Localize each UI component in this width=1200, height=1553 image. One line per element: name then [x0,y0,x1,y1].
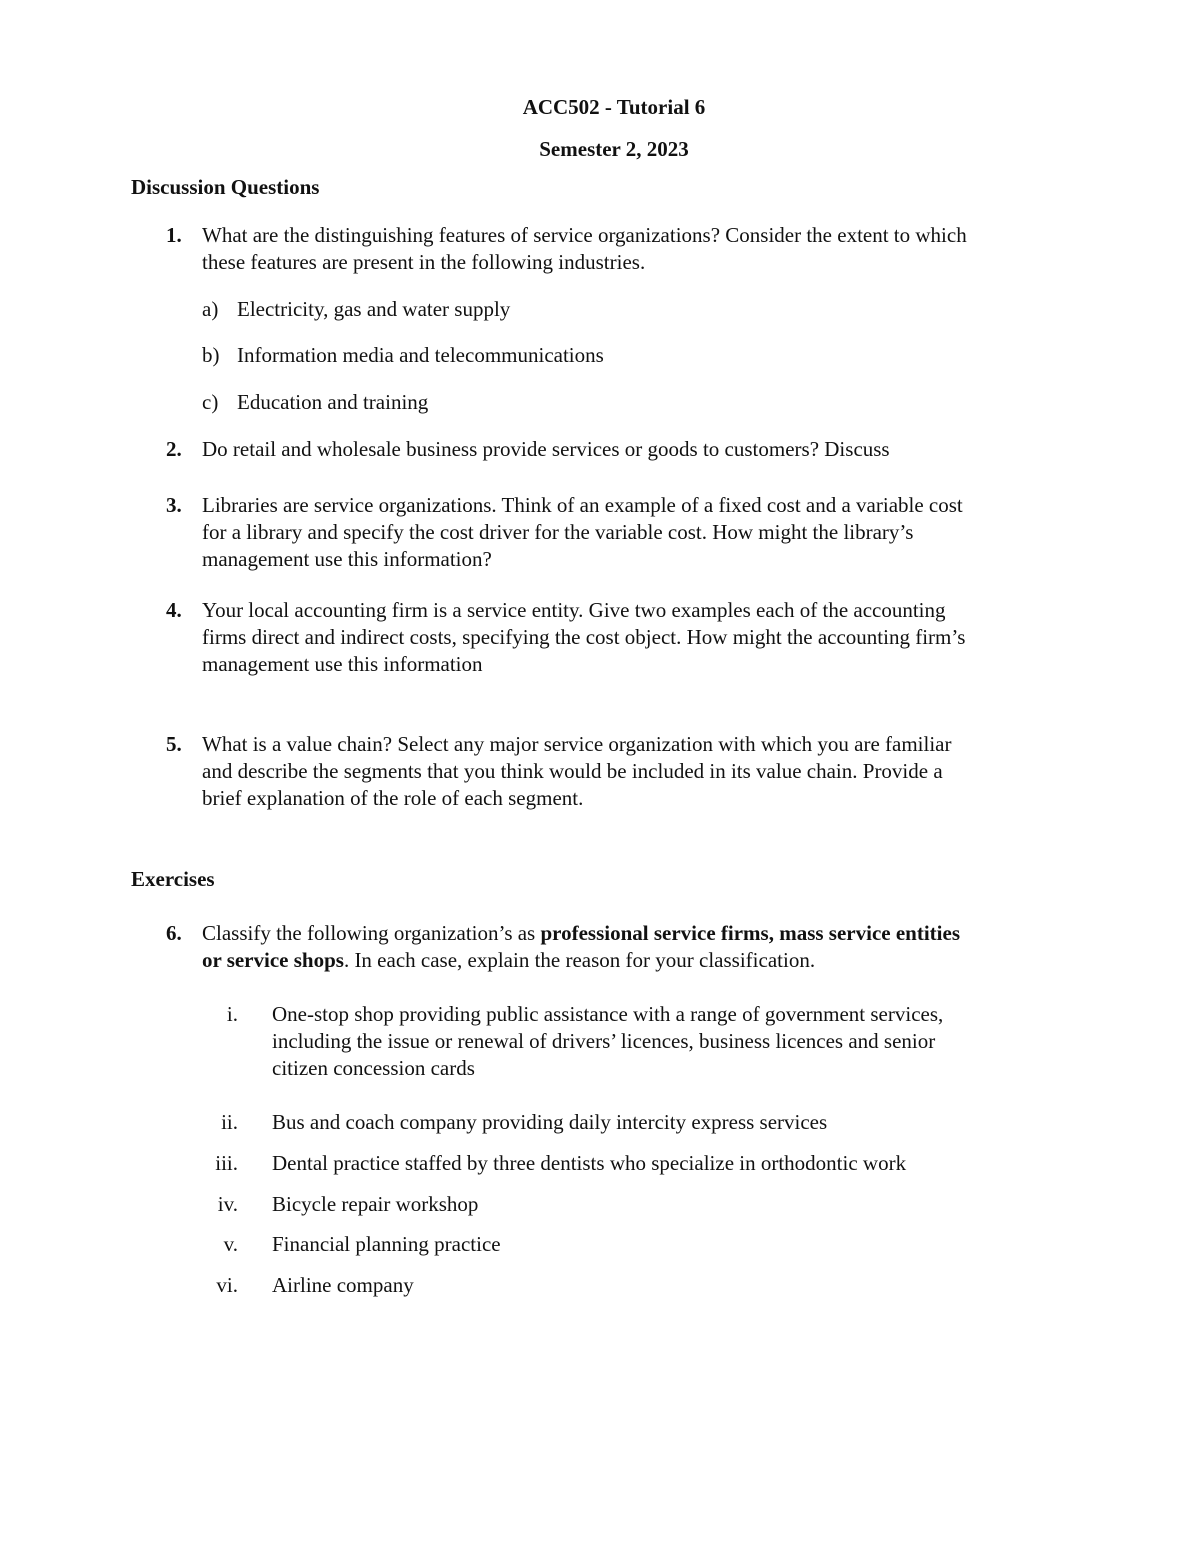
question-text: Libraries are service organizations. Think of an example of a fixed cost and a variable cost for a library and specify the cost driver for the variable cost. How might the library’s management use this information? [202,493,963,571]
question-number: 6. [166,921,182,945]
question-text: Do retail and wholesale business provide services or goods to customers? Discuss [202,437,890,461]
question-number: 1. [166,223,182,247]
question-number: 4. [166,598,182,622]
question-text: Your local accounting firm is a service entity. Give two examples each of the accounting firms direct and indirect costs, specifying the cost object. How might the accounting firm’s management use this information [202,598,966,676]
exercises-heading: Exercises [131,867,215,891]
document-title: ACC502 - Tutorial 6 [522,95,706,119]
question-number: 3. [166,493,182,517]
semester-label: Semester 2, 2023 [539,137,689,161]
question-text: What are the distinguishing features of service organizations? Consider the extent to which these features are present in the following industries. [202,223,967,274]
discussion-heading: Discussion Questions [131,175,320,199]
question-text: What is a value chain? Select any major service organization with which you are familiar and describe the segments that you think would be included in its value chain. Provide a brief explanation of the role of each segment. [202,732,952,810]
document-page: ACC502 - Tutorial 6 Semester 2, 2023 Discussion Questions 1. What are the distinguishing features of service organizations? Consider the extent to which these features are present in the following industries. a) Electricity, gas and water supply b) Information media and telecommunications c) Education and training 2. Do retail and wholesale business provide services or goods to customers? Discuss 3. Libraries are service organizations. Think of an example of a fixed cost and a variable cost for a library and specify the cost driver for the variable cost. How might the library’s management use this information? 4. Your local accounting firm is a service entity. Give two examples each of the accounting firms direct and indirect costs, specifying the cost object. How might the accounting firm’s management use this information 5. What is a value chain? Select any major service organization with which you are familiar and describe the segments that you think would be included in its value chain. Provide a brief explanation of the role of each segment. Exercises 6. Classify the following organization’s as professional service firms, mass service entities or service shops. In each case, explain the reason for your classification. i. One-stop shop providing public assistance with a range of government services, including the issue or renewal of drivers’ licences, business licences and senior citizen concession cards ii. Bus and coach company providing daily intercity express services iii. Dental practice staffed by three dentists who specialize in orthodontic work iv. Bicycle repair workshop v. Financial planning practice vi. Airline company [0,0,1200,1553]
question-number: 5. [166,732,182,756]
question-number: 2. [166,437,182,461]
question-text: Classify the following organization’s as professional service firms, mass service entities or service shops. In each case, explain the reason for your classification. [202,921,960,972]
